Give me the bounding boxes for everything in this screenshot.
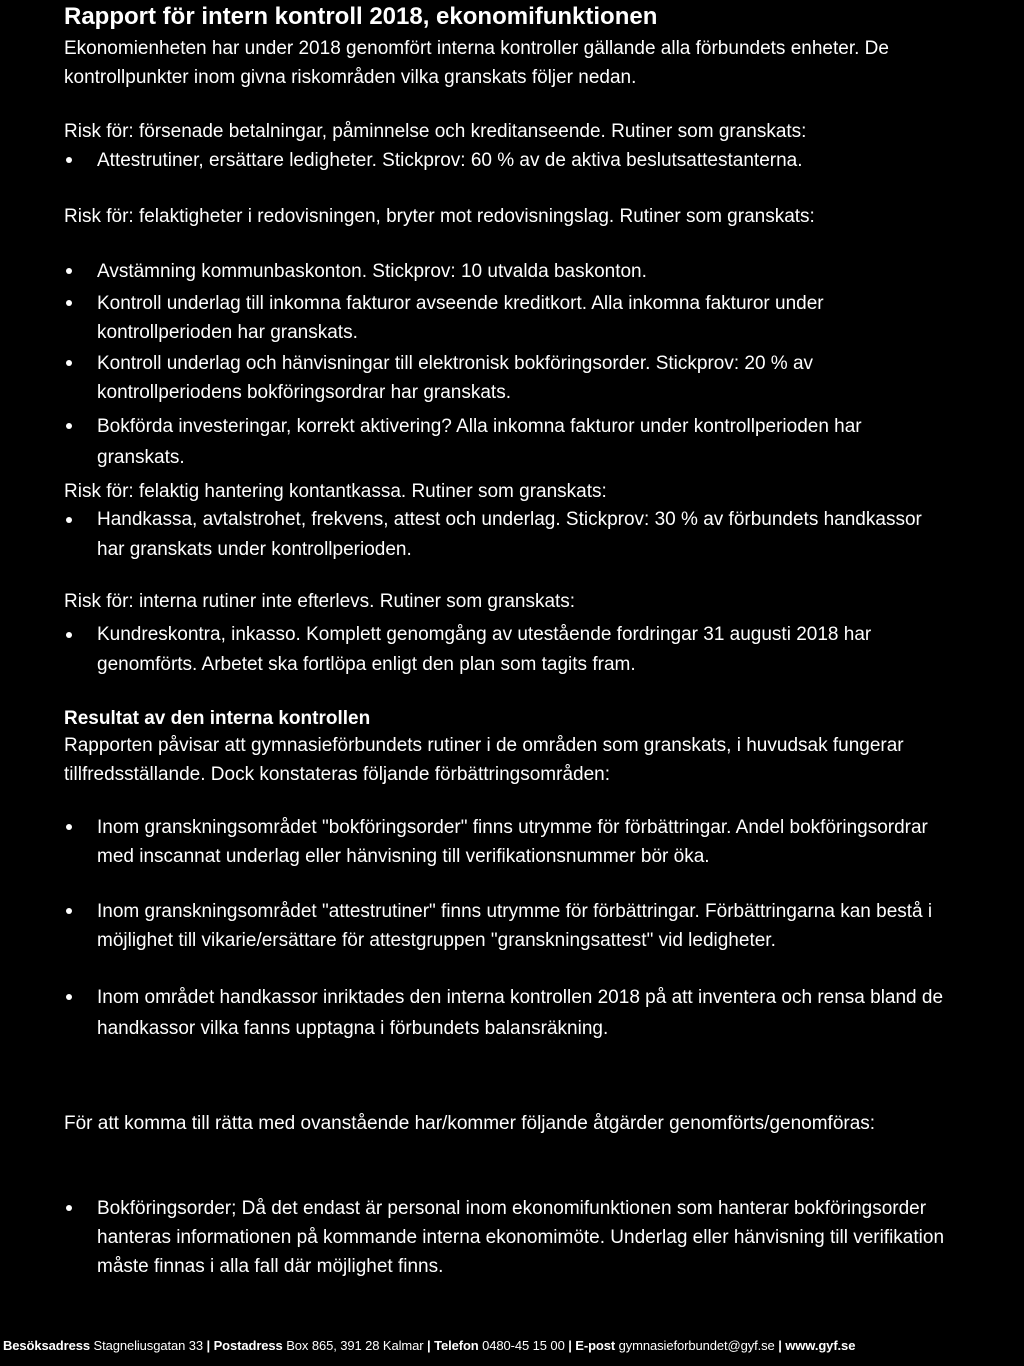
result-list <box>64 813 944 1044</box>
bullet-icon <box>66 632 72 638</box>
footer-phone-label: Telefon <box>434 1338 479 1353</box>
list-item <box>64 897 944 955</box>
bullet-icon <box>66 300 72 306</box>
bullet-icon <box>66 360 72 366</box>
list-item <box>64 982 944 1044</box>
list-item <box>64 411 944 473</box>
list-item-text: Kundreskontra, inkasso. Komplett genomgång av utestående fordringar 31 augusti 2018 har genomförts. Arbetet ska fortlöpa enligt den plan som tagits fram. <box>97 624 872 675</box>
footer-separator: | <box>778 1338 782 1353</box>
list-item-text: Bokföringsorder; Då det endast är personal inom ekonomifunktionen som hanterar bokföringsorder hanteras informationen på kommande interna ekonomimöte. Underlag eller hänvisning till verifikation måste finnas i alla fall där möjlighet finns. <box>97 1198 945 1277</box>
list-item-text: Handkassa, avtalstrohet, frekvens, attest och underlag. Stickprov: 30 % av förbundets handkassor har granskats under kontrollperioden. <box>97 509 922 560</box>
intro-paragraph: Ekonomienheten har under 2018 genomfört interna kontroller gällande alla förbundets enheter. De kontrollpunkter inom givna riskområden vilka granskats följer nedan. <box>64 38 889 88</box>
page-footer <box>3 1337 1021 1355</box>
risk-3-text: Risk för: felaktig hantering kontantkassa. Rutiner som granskats: <box>64 481 607 502</box>
risk-4-list <box>64 620 944 680</box>
risk-2-list <box>64 257 944 477</box>
footer-separator: | <box>427 1338 431 1353</box>
list-item-text: Bokförda investeringar, korrekt aktivering? Alla inkomna fakturor under kontrollperioden har granskats. <box>97 416 862 468</box>
list-item <box>64 257 944 286</box>
footer-email-link[interactable]: gymnasieforbundet@gyf.se <box>618 1338 775 1353</box>
list-item <box>64 620 944 680</box>
actions-list <box>64 1194 944 1281</box>
footer-separator: | <box>568 1338 572 1353</box>
bullet-icon <box>66 1205 72 1211</box>
list-item-text: Attestrutiner, ersättare ledigheter. Stickprov: 60 % av de aktiva beslutsattestanterna. <box>97 150 803 171</box>
actions-paragraph: För att komma till rätta med ovanstående har/kommer följande åtgärder genomförts/genomföras: <box>64 1113 876 1134</box>
list-item <box>64 1194 944 1281</box>
document-title: Rapport för intern kontroll 2018, ekonomifunktionen <box>64 3 658 30</box>
list-item <box>64 505 944 565</box>
list-item-text: Inom området handkassor inriktades den interna kontrollen 2018 på att inventera och rensa bland de handkassor vilka fanns upptagna i förbundets balansräkning. <box>97 987 944 1039</box>
list-item <box>64 349 944 407</box>
list-item-text: Inom granskningsområdet "attestrutiner" finns utrymme för förbättringar. Förbättringarna kan bestå i möjlighet till vikarie/ersättare för attestgruppen "granskningsattest" vid ledigheter. <box>97 901 933 951</box>
bullet-icon <box>66 517 72 523</box>
bullet-icon <box>66 824 72 830</box>
list-item-text: Kontroll underlag till inkomna fakturor avseende kreditkort. Alla inkomna fakturor under kontrollperioden har granskats. <box>97 293 824 343</box>
risk-2-text: Risk för: felaktigheter i redovisningen, bryter mot redovisningslag. Rutiner som granskats: <box>64 206 815 227</box>
footer-post-value: Box 865, 391 28 Kalmar <box>286 1338 424 1353</box>
risk-1-text: Risk för: försenade betalningar, påminnelse och kreditanseende. Rutiner som granskats: <box>64 121 807 142</box>
list-item <box>64 813 944 871</box>
risk-1-list <box>64 146 944 175</box>
bullet-icon <box>66 268 72 274</box>
list-item-text: Kontroll underlag och hänvisningar till elektronisk bokföringsorder. Stickprov: 20 % av kontrollperiodens bokföringsordrar har granskats. <box>97 353 814 403</box>
footer-web-link[interactable]: www.gyf.se <box>785 1338 856 1353</box>
bullet-icon <box>66 423 72 429</box>
list-item <box>64 289 944 347</box>
list-item-text: Avstämning kommunbaskonton. Stickprov: 10 utvalda baskonton. <box>97 261 647 282</box>
result-heading: Resultat av den interna kontrollen <box>64 708 371 729</box>
footer-visit-label: Besöksadress <box>3 1338 90 1353</box>
list-item <box>64 146 944 175</box>
footer-visit-value: Stagneliusgatan 33 <box>93 1338 204 1353</box>
bullet-icon <box>66 157 72 163</box>
list-item-text: Inom granskningsområdet "bokföringsorder" finns utrymme för förbättringar. Andel bokföringsordrar med inscannat underlag eller hänvisning till verifikationsnummer bör öka. <box>97 817 928 867</box>
result-paragraph: Rapporten påvisar att gymnasieförbundets rutiner i de områden som granskats, i huvudsak fungerar tillfredsställande. Dock konstateras följande förbättringsområden: <box>64 735 904 785</box>
risk-3-list <box>64 505 944 565</box>
bullet-icon <box>66 908 72 914</box>
bullet-icon <box>66 994 72 1000</box>
footer-separator: | <box>206 1338 211 1353</box>
risk-4-text: Risk för: interna rutiner inte efterlevs. Rutiner som granskats: <box>64 591 576 612</box>
footer-email-label: E-post <box>575 1338 616 1353</box>
footer-phone-value: 0480-45 15 00 <box>482 1338 565 1353</box>
footer-post-label: Postadress <box>213 1338 283 1353</box>
